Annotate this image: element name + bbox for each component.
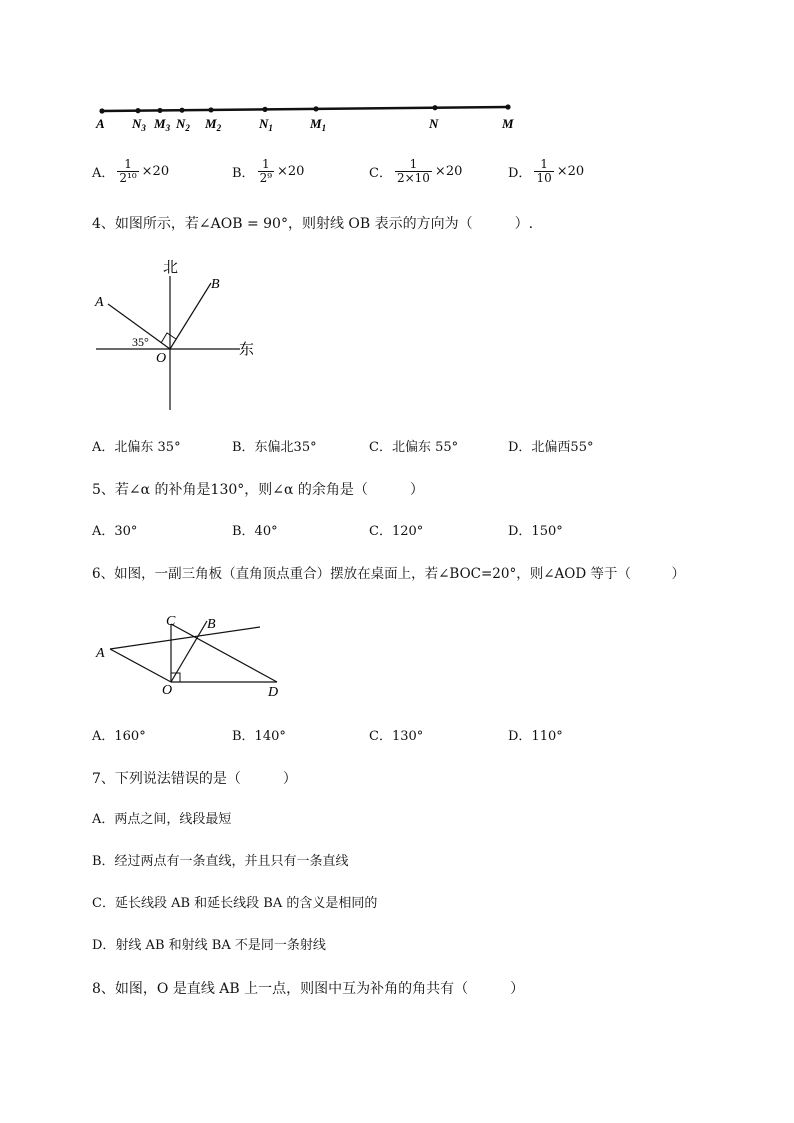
ray-ob: [170, 283, 211, 349]
option-tail: ×20: [434, 164, 463, 179]
segment-ao: [110, 649, 171, 682]
q4-option-c[interactable]: C．北偏东 55°: [369, 440, 459, 455]
q4-option-a[interactable]: A．北偏东 35°: [92, 440, 181, 455]
point-label-m1: $M_1$: [310, 116, 327, 133]
q5-options: [92, 524, 772, 558]
q5-option-a[interactable]: A．30°: [92, 524, 138, 539]
q6-option-d[interactable]: D．110°: [508, 729, 563, 744]
segment-am: [102, 107, 508, 111]
q3-options: [92, 158, 772, 192]
point-label-n1: $N_1$: [259, 116, 273, 133]
denominator: 10: [536, 171, 552, 185]
point-label-n3: $N_3$: [132, 116, 146, 133]
q4-option-d[interactable]: D．北偏西55°: [508, 440, 594, 455]
denominator: 2¹⁰: [119, 171, 137, 185]
point-label-m3: $M_3$: [154, 116, 171, 133]
numerator: 1: [124, 157, 132, 171]
q7-option-a[interactable]: A．两点之间，线段最短: [92, 812, 232, 827]
q3-option-a[interactable]: [92, 158, 169, 185]
point-b-label: B: [211, 277, 220, 292]
q6-option-b[interactable]: B．140°: [232, 729, 286, 744]
point-label-n: N: [429, 116, 439, 131]
point-c-label: C: [166, 614, 176, 629]
q7-stem: 7、下列说法错误的是（ ）: [92, 771, 297, 787]
point-b-label: B: [207, 617, 216, 632]
segment-ab: [110, 627, 260, 649]
right-angle-mark: [161, 333, 176, 343]
point-m1: [313, 106, 318, 111]
point-m3: [157, 108, 162, 113]
option-letter: C．: [369, 166, 392, 181]
point-a-label: A: [95, 295, 104, 310]
point-label-n2: $N_2$: [176, 116, 190, 133]
east-label: 东: [239, 342, 255, 358]
option-letter: A．: [92, 166, 115, 181]
fraction: [534, 158, 553, 185]
q4-options: [92, 440, 772, 474]
point-m: [505, 104, 510, 109]
option-tail: ×20: [277, 164, 305, 179]
point-label-m2: $M_2$: [205, 116, 222, 133]
angle-35-label: 35°: [132, 335, 149, 349]
q3-option-d[interactable]: [508, 158, 584, 185]
point-label-m: M: [502, 116, 514, 131]
q6-triangle-figure: [90, 610, 290, 700]
fraction: [117, 158, 138, 185]
q3-option-b[interactable]: [232, 158, 304, 185]
point-n: [432, 105, 437, 110]
q5-stem: 5、若∠α 的补角是130°，则∠α 的余角是（ ）: [92, 482, 424, 498]
q7-option-d[interactable]: D．射线 AB 和射线 BA 不是同一条射线: [92, 938, 326, 953]
q6-option-a[interactable]: A．160°: [92, 729, 146, 744]
point-n3: [135, 108, 140, 113]
q6-stem: 6、如图，一副三角板（直角顶点重合）摆放在桌面上，若∠BOC=20°，则∠AOD 等于（ ）: [92, 566, 685, 582]
fraction: [395, 158, 432, 185]
option-tail: ×20: [556, 164, 585, 179]
point-m2: [208, 107, 213, 112]
point-a: [99, 108, 104, 113]
q3-option-c[interactable]: [369, 158, 462, 185]
q8-stem: 8、如图，O 是直线 AB 上一点，则图中互为补角的角共有（ ）: [92, 981, 525, 997]
q7-option-b[interactable]: B．经过两点有一条直线，并且只有一条直线: [92, 854, 349, 869]
q6-option-c[interactable]: C．130°: [369, 729, 424, 744]
q5-option-c[interactable]: C．120°: [369, 524, 424, 539]
denominator: 2×10: [396, 171, 430, 185]
fraction: [258, 158, 274, 185]
point-o-label: O: [156, 351, 167, 366]
option-tail: ×20: [141, 164, 170, 179]
q3-segment-figure: [88, 98, 528, 134]
denominator: 2⁹: [259, 171, 273, 185]
numerator: 1: [540, 157, 548, 171]
q7-option-c[interactable]: C．延长线段 AB 和延长线段 BA 的含义是相同的: [92, 896, 378, 911]
point-o-label: O: [162, 683, 173, 698]
point-n1: [262, 107, 267, 112]
q6-options: [92, 729, 772, 763]
point-label-a: A: [96, 116, 105, 131]
q5-option-b[interactable]: B．40°: [232, 524, 278, 539]
option-letter: B．: [232, 166, 255, 181]
option-letter: D．: [508, 166, 532, 181]
q5-option-d[interactable]: D．150°: [508, 524, 563, 539]
q4-direction-figure: [90, 258, 270, 418]
numerator: 1: [261, 157, 270, 171]
q4-option-b[interactable]: B．东偏北35°: [232, 440, 317, 455]
point-a-label: A: [96, 646, 105, 661]
point-d-label: D: [268, 685, 279, 700]
q4-stem: 4、如图所示，若∠AOB = 90°，则射线 OB 表示的方向为（ ）.: [92, 216, 534, 232]
point-n2: [179, 108, 184, 113]
north-label: 北: [163, 260, 179, 276]
numerator: 1: [409, 157, 418, 171]
